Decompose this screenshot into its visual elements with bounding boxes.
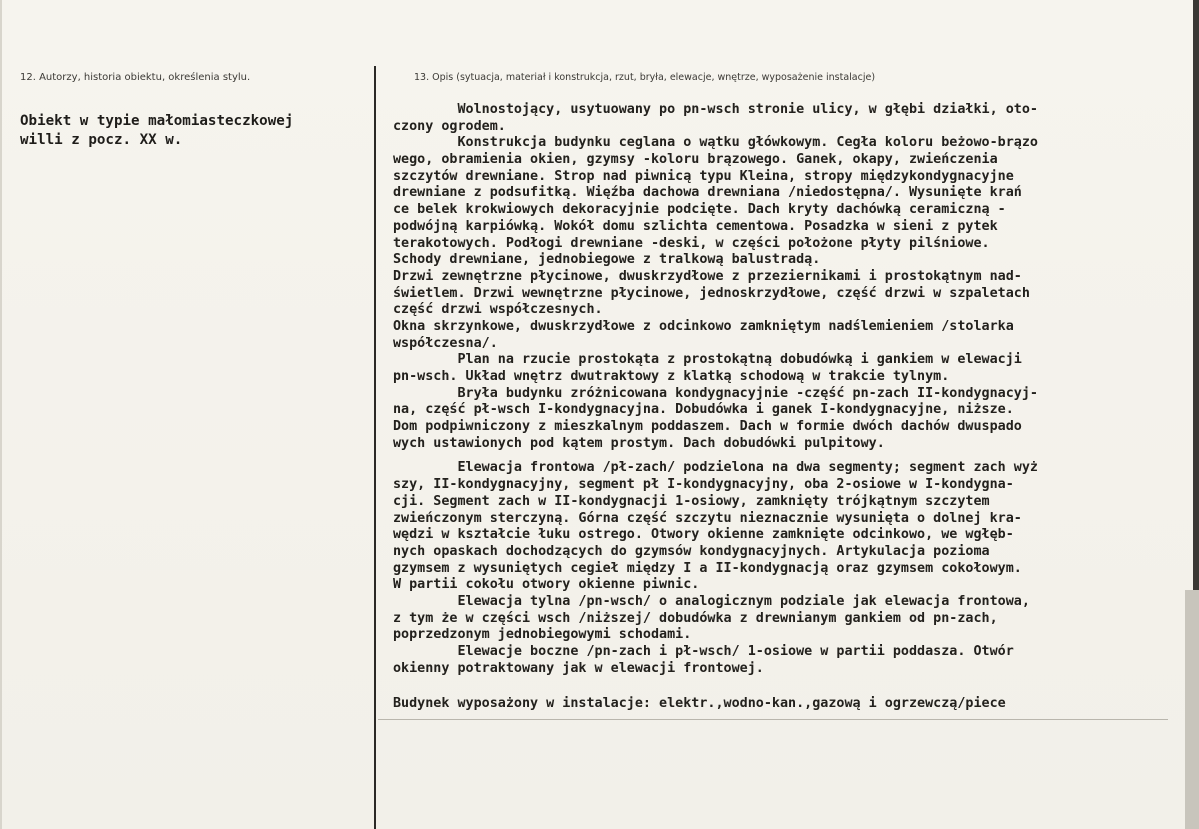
description-line: Konstrukcja budynku ceglana o wątku główkowym. Cegła koloru beżowo-brązo: [393, 135, 1038, 151]
description-line: poprzedzonym jednobiegowymi schodami.: [393, 627, 692, 643]
style-line: Obiekt w typie małomiasteczkowej: [20, 113, 294, 129]
description-line: okienny potraktowany jak w elewacji frontowej.: [393, 660, 764, 676]
description-line: nych opaskach dochodzących do gzymsów kondygnacyjnych. Artykulacja pozioma: [393, 543, 990, 559]
description-line: drewniane z podsufitką. Więźba dachowa drewniana /niedostępna/. Wysunięte krań: [393, 185, 1022, 201]
description-line: zwieńczonym sterczyną. Górna część szczytu nieznacznie wysunięta o dolnej kra-: [393, 510, 1022, 526]
description-line: świetlem. Drzwi wewnętrzne płycinowe, jednoskrzydłowe, część drzwi w szpaletach: [393, 285, 1030, 301]
section-13-header: 13. Opis (sytuacja, materiał i konstrukcja, rzut, bryła, elewacje, wnętrze, wyposażenie instalacje): [414, 72, 876, 83]
paragraph-gap: [393, 677, 1183, 696]
description-line: cji. Segment zach w II-kondygnacji 1-osiowy, zamknięty trójkątnym szczytem: [393, 493, 990, 509]
description-line: Budynek wyposażony w instalacje: elektr.,wodno-kan.,gazową i ogrzewczą/piece: [393, 696, 1006, 712]
description-line: wędzi w kształcie łuku ostrego. Otwory okienne zamknięte odcinkowo, we wgłęb-: [393, 527, 1014, 543]
description-line: Plan na rzucie prostokąta z prostokątną dobudówką i gankiem w elewacji: [393, 352, 1022, 368]
description-line: wych ustawionych pod kątem prostym. Dach dobudówki pulpitowy.: [393, 435, 885, 451]
style-line: willi z pocz. XX w.: [20, 132, 183, 148]
description-line: Dom podpiwniczony z mieszkalnym poddaszem. Dach w formie dwóch dachów dwuspado: [393, 419, 1022, 435]
description-line: podwójną karpiówką. Wokół domu szlichta cementowa. Posadzka w sieni z pytek: [393, 218, 998, 234]
description-line: terakotowych. Podłogi drewniane -deski, w części położone płyty pilśniowe.: [393, 235, 990, 251]
description-line: wego, obramienia okien, gzymsy -koloru brązowego. Ganek, okapy, zwieńczenia: [393, 152, 998, 168]
description-line: współczesna/.: [393, 335, 498, 351]
description-line: czony ogrodem.: [393, 118, 506, 134]
description-line: Schody drewniane, jednobiegowe z tralkową balustradą.: [393, 252, 821, 268]
description-line: gzymsem z wysuniętych cegieł między I a II-kondygnacją oraz gzymsem cokołowym.: [393, 560, 1022, 576]
sheet-bottom-edge: [1185, 590, 1199, 829]
description-line: Wolnostojący, usytuowany po pn-wsch stronie ulicy, w głębi działki, oto-: [393, 102, 1038, 117]
description-line: szy, II-kondygnacyjny, segment pł I-kondygnacyjny, oba 2-osiowe w I-kondygna-: [393, 477, 1014, 493]
description-line: Elewacje boczne /pn-zach i pł-wsch/ 1-osiowe w partii poddasza. Otwór: [393, 644, 1014, 659]
description-line: Elewacja frontowa /pł-zach/ podzielona na dwa segmenty; segment zach wyż: [393, 460, 1038, 476]
section-bottom-rule: [378, 719, 1168, 720]
description-line: W partii cokołu otwory okienne piwnic.: [393, 577, 700, 593]
description-line: ce belek krokwiowych dekoracyjnie podcięte. Dach kryty dachówką ceramiczną -: [393, 202, 1006, 218]
description-line: Bryła budynku zróżnicowana kondygnacyjnie -część pn-zach II-kondygnacyj-: [393, 385, 1038, 401]
description-line: część drzwi współczesnych.: [393, 302, 603, 318]
section-12-header: 12. Autorzy, historia obiektu, określenia stylu.: [20, 72, 251, 83]
description-line: pn-wsch. Układ wnętrz dwutraktowy z klatką schodową w trakcie tylnym.: [393, 369, 950, 384]
description-line: z tym że w części wsch /niższej/ dobudówka z drewnianym gankiem od pn-zach,: [393, 610, 998, 626]
description-line: Drzwi zewnętrzne płycinowe, dwuskrzydłowe z przeziernikami i prostokątnym nad-: [393, 268, 1022, 284]
description-line: Elewacja tylna /pn-wsch/ o analogicznym podziale jak elewacja frontowa,: [393, 593, 1030, 609]
description-line: szczytów drewniane. Strop nad piwnicą typu Kleina, stropy międzykondygnacyjne: [393, 168, 1014, 184]
column-divider: [374, 66, 376, 829]
building-description: [393, 102, 1183, 713]
description-line: Okna skrzynkowe, dwuskrzydłowe z odcinkowo zamkniętym nadślemieniem /stolarka: [393, 318, 1014, 334]
sheet-left-edge: [0, 0, 2, 829]
style-description: [20, 112, 360, 150]
description-line: na, część pł-wsch I-kondygnacyjna. Dobudówka i ganek I-kondygnacyjne, niższe.: [393, 402, 1014, 418]
